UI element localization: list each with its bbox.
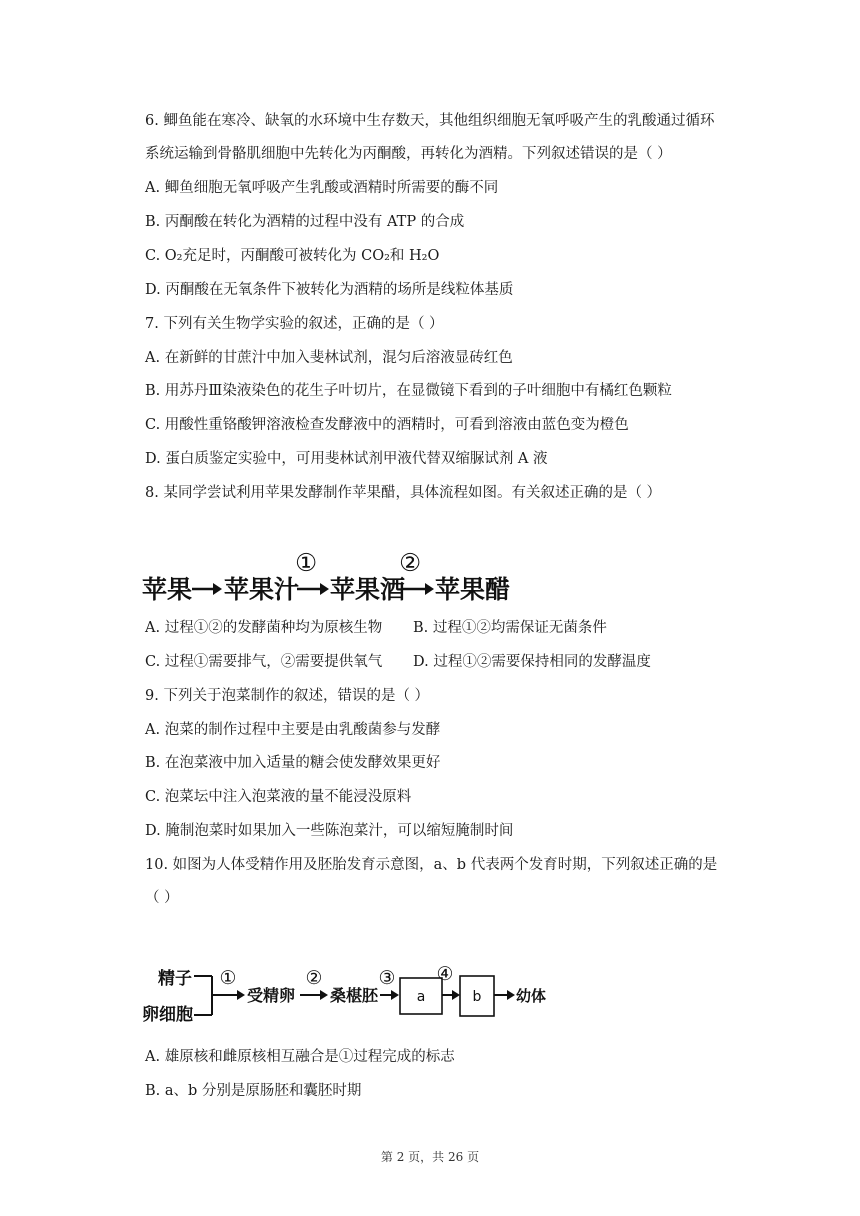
process-2-label: ② — [398, 548, 422, 577]
q6-option-b: B. 丙酮酸在转化为酒精的过程中没有 ATP 的合成 — [145, 214, 465, 230]
q6-option-c: C. O₂充足时，丙酮酸可被转化为 CO₂和 H₂O — [145, 248, 440, 264]
q6-option-d: D. 丙酮酸在无氧条件下被转化为酒精的场所是线粒体基质 — [145, 282, 514, 298]
q8-option-d: D. 过程①②需要保持相同的发酵温度 — [413, 654, 651, 670]
q7-stem: 7. 下列有关生物学实验的叙述，正确的是（ ） — [145, 316, 444, 332]
q6-stem-line1: 6. 鲫鱼能在寒冷、缺氧的水环境中生存数天，其他组织细胞无氧呼吸产生的乳酸通过循环 — [145, 113, 715, 129]
q7-option-c: C. 用酸性重铬酸钾溶液检查发酵液中的酒精时，可看到溶液由蓝色变为橙色 — [145, 417, 629, 433]
q7-option-d: D. 蛋白质鉴定实验中，可用斐林试剂甲液代替双缩脲试剂 A 液 — [145, 451, 548, 467]
process-1-label: ① — [294, 548, 318, 577]
q8-option-b: B. 过程①②均需保证无菌条件 — [413, 620, 607, 636]
diagram-stage-b: b — [472, 989, 482, 1005]
diagram-process-1: ① — [219, 968, 237, 989]
q6-stem-line2: 系统运输到骨骼肌细胞中先转化为丙酮酸，再转化为酒精。下列叙述错误的是（ ） — [145, 146, 672, 162]
diagram-egg: 卵细胞 — [142, 1005, 193, 1025]
q8-option-c: C. 过程①需要排气，②需要提供氧气 — [145, 654, 383, 670]
diagram-sperm: 精子 — [158, 969, 192, 989]
q9-option-b: B. 在泡菜液中加入适量的糖会使发酵效果更好 — [145, 755, 441, 771]
q7-option-a: A. 在新鲜的甘蔗汁中加入斐林试剂，混匀后溶液显砖红色 — [145, 350, 513, 366]
flow-step-apple-juice: 苹果汁 — [224, 575, 300, 604]
q9-option-d: D. 腌制泡菜时如果加入一些陈泡菜汁，可以缩短腌制时间 — [145, 823, 514, 839]
flow-step-apple: 苹果 — [142, 575, 193, 604]
q10-stem-line1: 10. 如图为人体受精作用及胚胎发育示意图，a、b 代表两个发育时期，下列叙述正确的是 — [145, 857, 718, 873]
q8-option-a: A. 过程①②的发酵菌种均为原核生物 — [145, 620, 383, 636]
diagram-process-3: ③ — [378, 968, 396, 989]
q9-option-a: A. 泡菜的制作过程中主要是由乳酸菌参与发酵 — [145, 722, 441, 738]
flow-step-apple-vinegar: 苹果醋 — [435, 575, 510, 604]
q8-options-row2 — [145, 652, 651, 672]
q10-option-a: A. 雄原核和雌原核相互融合是①过程完成的标志 — [145, 1049, 455, 1065]
fertilization-development-diagram — [140, 960, 560, 1032]
diagram-zygote: 受精卵 — [247, 986, 296, 1005]
q8-options-row1 — [145, 618, 607, 638]
q8-stem: 8. 某同学尝试利用苹果发酵制作苹果醋，具体流程如图。有关叙述正确的是（ ） — [145, 485, 662, 501]
diagram-morula: 桑椹胚 — [330, 986, 379, 1005]
q7-option-b: B. 用苏丹Ⅲ染液染色的花生子叶切片，在显微镜下看到的子叶细胞中有橘红色颗粒 — [145, 383, 672, 399]
page-footer: 第 2 页，共 26 页 — [380, 1150, 480, 1164]
diagram-process-4: ④ — [436, 964, 454, 985]
diagram-stage-a: a — [416, 989, 426, 1005]
q10-stem-line2: （ ） — [145, 890, 179, 906]
q6-option-a: A. 鲫鱼细胞无氧呼吸产生乳酸或酒精时所需要的酶不同 — [145, 180, 499, 196]
diagram-young: 幼体 — [516, 987, 547, 1005]
q9-option-c: C. 泡菜坛中注入泡菜液的量不能浸没原料 — [145, 789, 412, 805]
q9-stem: 9. 下列关于泡菜制作的叙述，错误的是（ ） — [145, 688, 430, 704]
q10-option-b: B. a、b 分别是原肠胚和囊胚时期 — [145, 1083, 362, 1099]
diagram-process-2: ② — [305, 968, 323, 989]
apple-vinegar-flow-diagram — [140, 543, 510, 609]
flow-step-apple-wine: 苹果酒 — [330, 575, 406, 604]
